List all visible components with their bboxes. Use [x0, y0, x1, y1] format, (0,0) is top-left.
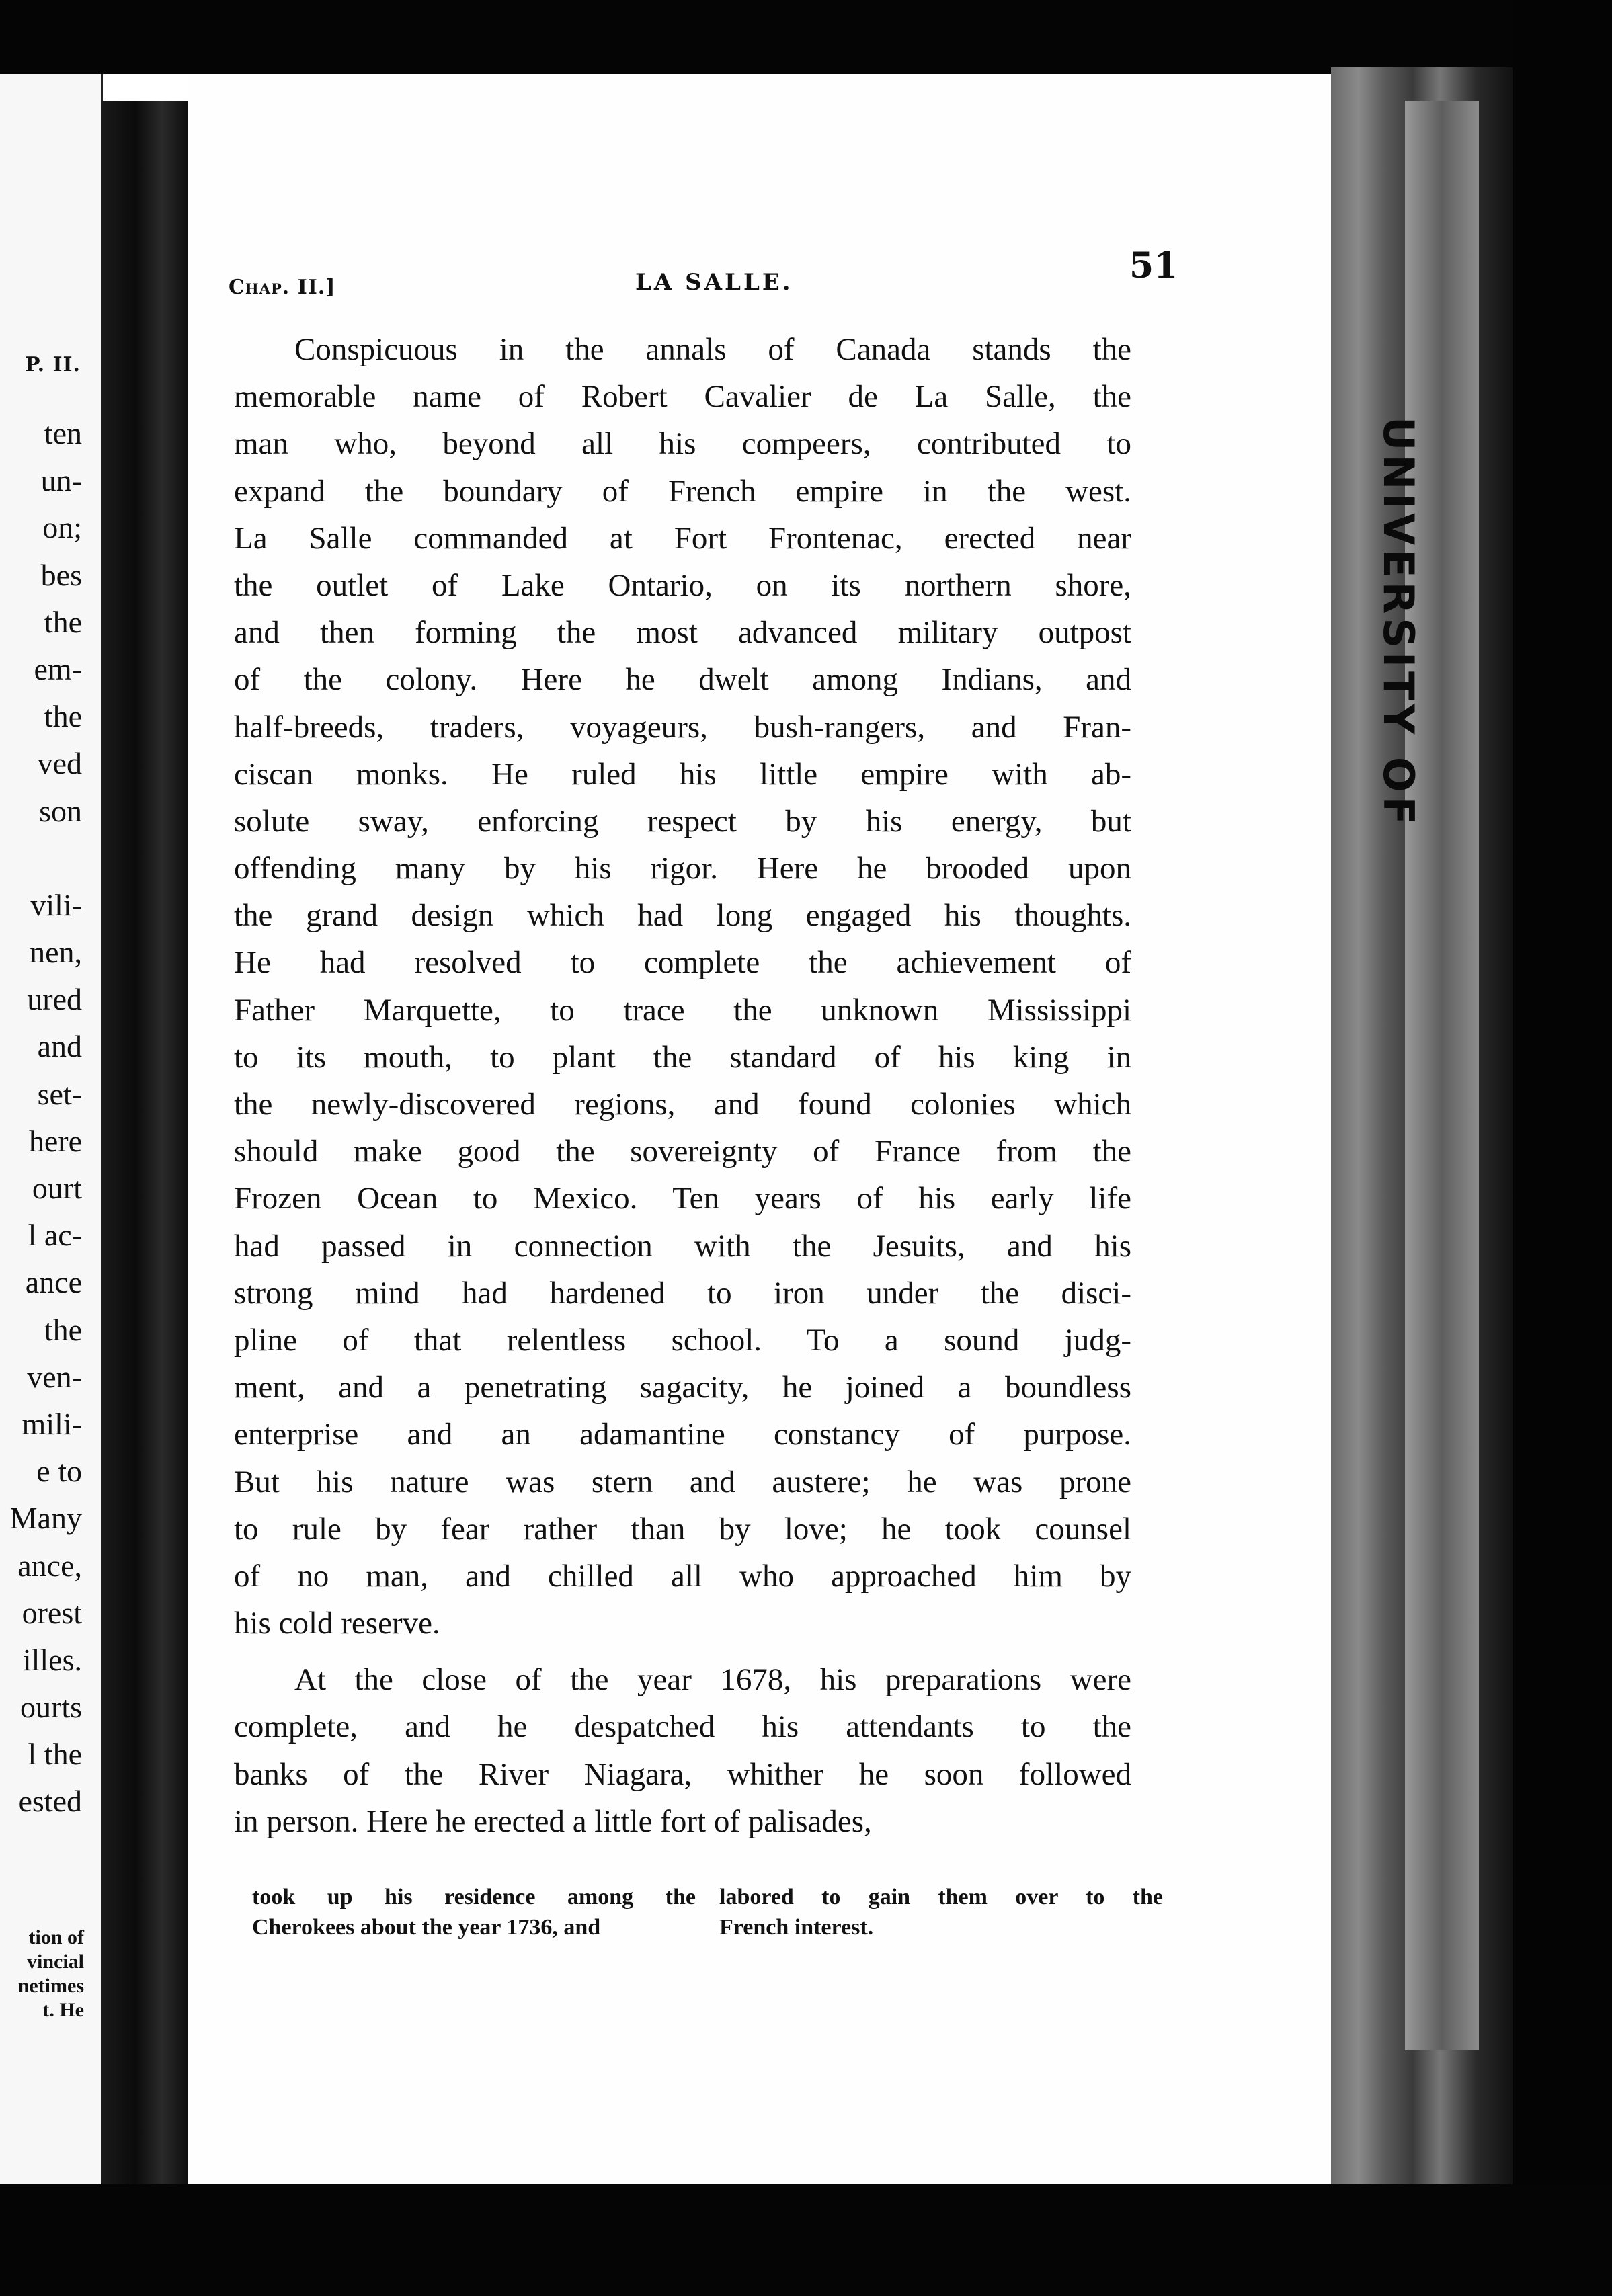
- previous-page-line-end: the: [44, 699, 82, 734]
- footnotes: [252, 1882, 1163, 1942]
- previous-page-running-head: P. II.: [25, 353, 81, 376]
- previous-page-line-end: set-: [37, 1076, 82, 1111]
- previous-page-line-end: ourt: [32, 1171, 82, 1205]
- previous-page-line-end: Many: [9, 1501, 82, 1536]
- footnote-line: French interest.: [719, 1915, 874, 1940]
- previous-page-line-end: ourts: [20, 1690, 82, 1725]
- text-line: to rule by fear rather than by love; he took counsel: [234, 1511, 1131, 1547]
- previous-page-line-end: ested: [18, 1784, 82, 1819]
- body-text: [234, 326, 1131, 1845]
- text-line: to its mouth, to plant the standard of his king in: [234, 1039, 1131, 1075]
- scan-border-right: [1513, 0, 1612, 2296]
- footnote-line: labored to gain them over to the: [719, 1885, 1163, 1910]
- previous-page-line-end: mili-: [22, 1406, 82, 1441]
- running-title: LA SALLE.: [635, 269, 793, 296]
- previous-page-footnote-end: netimes: [17, 1975, 84, 1997]
- previous-page-line-end: vili-: [30, 887, 82, 922]
- previous-page-footnote-end: vincial: [26, 1951, 84, 1973]
- text-line: half-breeds, traders, voyageurs, bush-rangers, and Fran-: [234, 709, 1131, 745]
- previous-page-line-ends: [0, 410, 82, 1826]
- previous-page-line-end: un-: [40, 463, 82, 498]
- text-line: At the close of the year 1678, his preparations were: [294, 1662, 1131, 1698]
- previous-page-line-end: ance: [25, 1265, 82, 1300]
- text-line: expand the boundary of French empire in the west.: [234, 473, 1131, 509]
- text-line: strong mind had hardened to iron under the disci-: [234, 1275, 1131, 1311]
- text-line: ciscan monks. He ruled his little empire with ab-: [234, 756, 1131, 792]
- previous-page-line-end: on;: [42, 510, 82, 545]
- text-line: should make good the sovereignty of France from the: [234, 1134, 1131, 1170]
- previous-page-line-end: ured: [27, 982, 82, 1017]
- previous-page-line-end: orest: [22, 1595, 82, 1630]
- footnote-line: took up his residence among the: [252, 1885, 696, 1910]
- previous-page-line-end: ven-: [27, 1359, 82, 1394]
- text-line: Father Marquette, to trace the unknown Mississippi: [234, 992, 1131, 1028]
- text-line: the outlet of Lake Ontario, on its northern shore,: [234, 567, 1131, 603]
- previous-page-line-end: l ac-: [28, 1218, 82, 1253]
- book-gutter: [101, 101, 188, 2191]
- text-line: But his nature was stern and austere; he was prone: [234, 1464, 1131, 1500]
- text-line: of the colony. Here he dwelt among Indians, and: [234, 662, 1131, 698]
- text-line: Conspicuous in the annals of Canada stands the: [294, 332, 1131, 367]
- footnote-column-right: [719, 1882, 1163, 1942]
- text-line: He had resolved to complete the achievement of: [234, 945, 1131, 981]
- previous-page-line-end: ance,: [17, 1548, 82, 1583]
- previous-page-line-end: the: [44, 1312, 82, 1347]
- previous-page-line-end: the: [44, 604, 82, 639]
- text-line: Frozen Ocean to Mexico. Ten years of his early life: [234, 1181, 1131, 1217]
- text-line: offending many by his rigor. Here he brooded upon: [234, 851, 1131, 887]
- library-stamp-text: UNIVERSITY OF: [1374, 417, 1423, 829]
- text-line: his cold reserve.: [234, 1606, 440, 1641]
- previous-page-footnote-ends: [0, 1926, 84, 2022]
- previous-page-line-end: ten: [44, 416, 82, 450]
- previous-page-line-end: son: [39, 793, 82, 828]
- previous-page-line-end: l the: [28, 1737, 82, 1772]
- previous-page-line-end: and: [37, 1029, 82, 1064]
- text-line: of no man, and chilled all who approached him by: [234, 1558, 1131, 1594]
- footnote-column-left: [252, 1882, 696, 1942]
- scan-border-bottom: [0, 2184, 1612, 2296]
- text-line: the grand design which had long engaged his thoughts.: [234, 898, 1131, 934]
- scan-border-top: [0, 0, 1612, 74]
- text-line: man who, beyond all his compeers, contributed to: [234, 426, 1131, 462]
- library-stamp-strip: [1405, 101, 1479, 2050]
- previous-page: [0, 74, 103, 2191]
- previous-page-line-end: nen,: [30, 935, 82, 970]
- previous-page-line-end: em-: [34, 651, 82, 686]
- previous-page-footnote-end: tion of: [28, 1926, 84, 1949]
- footnote-line: Cherokees about the year 1736, and: [252, 1915, 601, 1940]
- previous-page-line-end: illes.: [22, 1642, 82, 1677]
- text-line: in person. Here he erected a little fort of palisades,: [234, 1803, 872, 1839]
- text-line: memorable name of Robert Cavalier de La Salle, the: [234, 379, 1131, 415]
- text-line: and then forming the most advanced military outpost: [234, 615, 1131, 651]
- previous-page-line-end: e to: [36, 1454, 82, 1489]
- previous-page-line-end: bes: [40, 557, 82, 592]
- page-number: 51: [1129, 245, 1178, 286]
- book-page: [188, 74, 1331, 2191]
- text-line: had passed in connection with the Jesuits, and his: [234, 1228, 1131, 1264]
- chapter-label: Chap. II.]: [229, 276, 336, 299]
- text-line: banks of the River Niagara, whither he soon followed: [234, 1756, 1131, 1792]
- text-line: pline of that relentless school. To a sound judg-: [234, 1322, 1131, 1358]
- text-line: complete, and he despatched his attendants to the: [234, 1709, 1131, 1745]
- previous-page-line-end: [0, 835, 82, 882]
- previous-page-line-end: ved: [37, 746, 82, 781]
- text-line: enterprise and an adamantine constancy of purpose.: [234, 1417, 1131, 1452]
- previous-page-footnote-end: t. He: [42, 1999, 84, 2021]
- text-line: solute sway, enforcing respect by his energy, but: [234, 803, 1131, 839]
- previous-page-line-end: here: [28, 1123, 82, 1158]
- text-line: the newly-discovered regions, and found colonies which: [234, 1087, 1131, 1122]
- text-line: La Salle commanded at Fort Frontenac, erected near: [234, 520, 1131, 556]
- text-line: ment, and a penetrating sagacity, he joined a boundless: [234, 1370, 1131, 1405]
- running-head: [229, 245, 1178, 299]
